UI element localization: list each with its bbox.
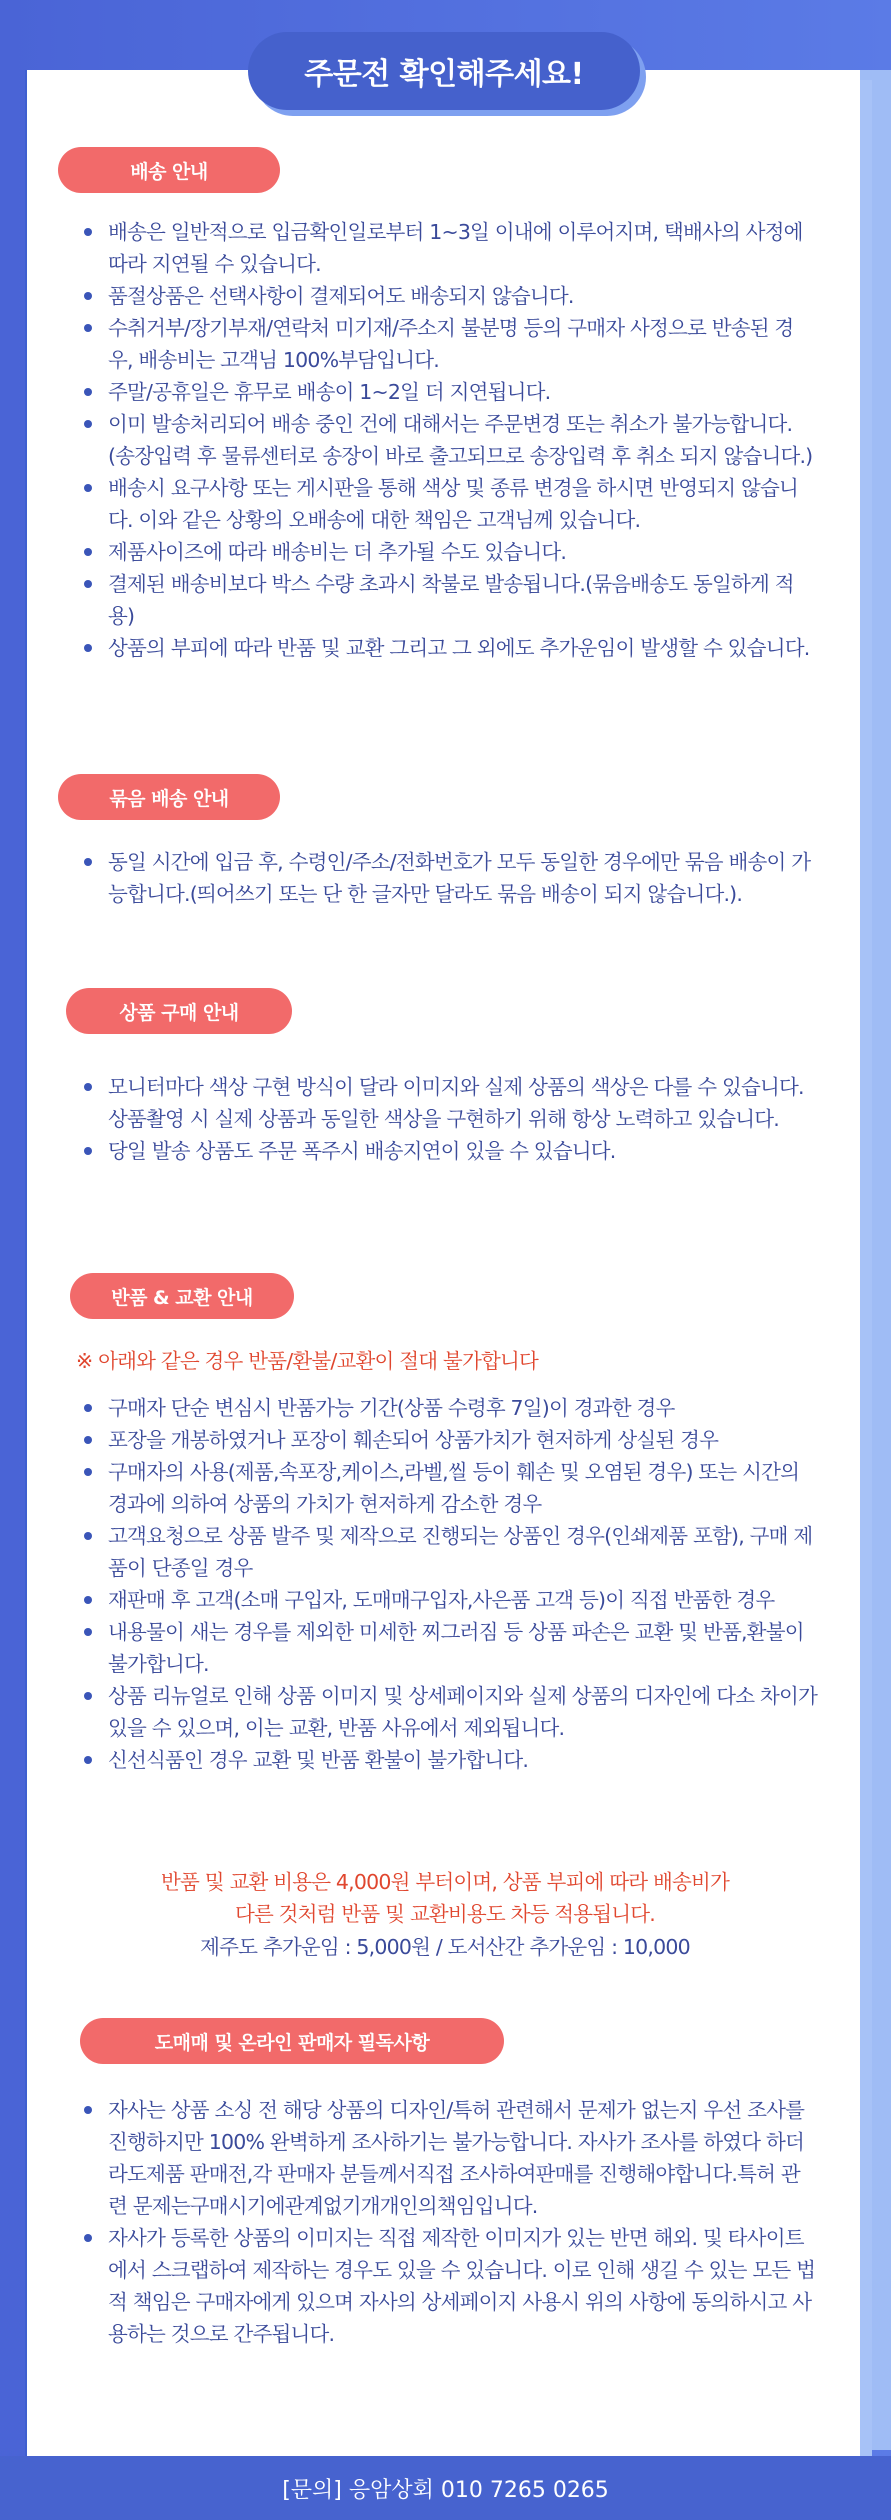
section-title-returns: 반품 & 교환 안내 bbox=[70, 1273, 294, 1319]
list-item: 품절상품은 선택사항이 결제되어도 배송되지 않습니다. bbox=[78, 280, 818, 312]
section-title-shipping: 배송 안내 bbox=[58, 147, 280, 193]
list-item: 신선식품인 경우 교환 및 반품 환불이 불가합니다. bbox=[78, 1744, 818, 1776]
section-title-wholesale: 도매매 및 온라인 판매자 필독사항 bbox=[80, 2018, 504, 2064]
list-item: 상품의 부피에 따라 반품 및 교환 그리고 그 외에도 추가운임이 발생할 수 있습니다. bbox=[78, 632, 818, 664]
section-title-purchase: 상품 구매 안내 bbox=[66, 988, 292, 1034]
list-item: 상품 리뉴얼로 인해 상품 이미지 및 상세페이지와 실제 상품의 디자인에 다소 차이가 있을 수 있으며, 이는 교환, 반품 사유에서 제외됩니다. bbox=[78, 1680, 818, 1744]
extra-fee-note: 제주도 추가운임 : 5,000원 / 도서산간 추가운임 : 10,000 bbox=[200, 1935, 690, 1959]
list-item: 결제된 배송비보다 박스 수량 초과시 착불로 발송됩니다.(묶음배송도 동일하게 적용) bbox=[78, 568, 818, 632]
bundle-list bbox=[78, 846, 818, 910]
list-item: 내용물이 새는 경우를 제외한 미세한 찌그러짐 등 상품 파손은 교환 및 반품,환불이 불가합니다. bbox=[78, 1616, 818, 1680]
list-item: 제품사이즈에 따라 배송비는 더 추가될 수도 있습니다. bbox=[78, 536, 818, 568]
list-item: 구매자 단순 변심시 반품가능 기간(상품 수령후 7일)이 경과한 경우 bbox=[78, 1392, 818, 1424]
section-title-bundle: 묶음 배송 안내 bbox=[58, 774, 280, 820]
list-item: 자사가 등록한 상품의 이미지는 직접 제작한 이미지가 있는 반면 해외. 및 타사이트에서 스크랩하여 제작하는 경우도 있을 수 있습니다. 이로 인해 생길 수 있는 모든 법적 책임은 구매자에게 있으며 자사의 상세페이지 사용시 위의 사항에 동의하시고 사용하는 것으로 간주됩니다. bbox=[78, 2222, 818, 2350]
list-item: 이미 발송처리되어 배송 중인 건에 대해서는 주문변경 또는 취소가 불가능합니다.(송장입력 후 물류센터로 송장이 바로 출고되므로 송장입력 후 취소 되지 않습니다.) bbox=[78, 408, 818, 472]
return-cost-line-1: 반품 및 교환 비용은 4,000원 부터이며, 상품 부피에 따라 배송비가 bbox=[161, 1870, 729, 1894]
list-item: 자사는 상품 소싱 전 해당 상품의 디자인/특허 관련해서 문제가 없는지 우선 조사를 진행하지만 100% 완벽하게 조사하기는 불가능합니다. 자사가 조사를 하였다 하더라도제품 판매전,각 판매자 분들께서직접 조사하여판매를 진행해야합니다.특허 관련 문제는구매시기에관계없기개개인의책임입니다. bbox=[78, 2094, 818, 2222]
list-item: 배송은 일반적으로 입금확인일로부터 1~3일 이내에 이루어지며, 택배사의 사정에 따라 지연될 수 있습니다. bbox=[78, 216, 818, 280]
purchase-list bbox=[78, 1071, 818, 1167]
shipping-list bbox=[78, 216, 818, 664]
list-item: 동일 시간에 입금 후, 수령인/주소/전화번호가 모두 동일한 경우에만 묶음 배송이 가능합니다.(띄어쓰기 또는 단 한 글자만 달라도 묶음 배송이 되지 않습니다.). bbox=[78, 846, 818, 910]
footer-contact: [문의] 응암상회 010 7265 0265 bbox=[0, 2456, 891, 2520]
list-item: 고객요청으로 상품 발주 및 제작으로 진행되는 상품인 경우(인쇄제품 포함), 구매 제품이 단종일 경우 bbox=[78, 1520, 818, 1584]
list-item: 재판매 후 고객(소매 구입자, 도매매구입자,사은품 고객 등)이 직접 반품한 경우 bbox=[78, 1584, 818, 1616]
page-title: 주문전 확인해주세요! bbox=[248, 32, 640, 110]
list-item: 구매자의 사용(제품,속포장,케이스,라벨,씰 등이 훼손 및 오염된 경우) 또는 시간의 경과에 의하여 상품의 가치가 현저하게 감소한 경우 bbox=[78, 1456, 818, 1520]
list-item: 모니터마다 색상 구현 방식이 달라 이미지와 실제 상품의 색상은 다를 수 있습니다. 상품촬영 시 실제 상품과 동일한 색상을 구현하기 위해 항상 노력하고 있습니다. bbox=[78, 1071, 818, 1135]
list-item: 배송시 요구사항 또는 게시판을 통해 색상 및 종류 변경을 하시면 반영되지 않습니다. 이와 같은 상황의 오배송에 대한 책임은 고객님께 있습니다. bbox=[78, 472, 818, 536]
returns-list bbox=[78, 1392, 818, 1776]
wholesale-list bbox=[78, 2094, 818, 2350]
list-item: 포장을 개봉하였거나 포장이 훼손되어 상품가치가 현저하게 상실된 경우 bbox=[78, 1424, 818, 1456]
list-item: 주말/공휴일은 휴무로 배송이 1~2일 더 지연됩니다. bbox=[78, 376, 818, 408]
returns-warning: ※ 아래와 같은 경우 반품/환불/교환이 절대 불가합니다 bbox=[76, 1349, 538, 1373]
return-cost-line-2: 다른 것처럼 반품 및 교환비용도 차등 적용됩니다. bbox=[234, 1902, 656, 1926]
list-item: 수취거부/장기부재/연락처 미기재/주소지 불분명 등의 구매자 사정으로 반송된 경우, 배송비는 고객님 100%부담입니다. bbox=[78, 312, 818, 376]
list-item: 당일 발송 상품도 주문 폭주시 배송지연이 있을 수 있습니다. bbox=[78, 1135, 818, 1167]
